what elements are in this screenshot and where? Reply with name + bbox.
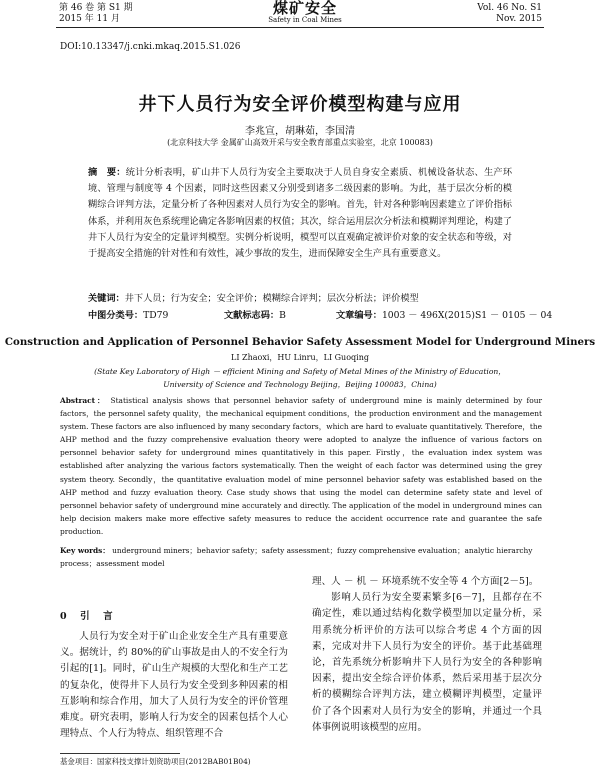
doc-code-value: B: [279, 310, 286, 321]
clc-value: TD79: [143, 310, 169, 321]
abstract-cn: [88, 165, 512, 262]
authors-en: LI Zhaoxi，HU Linru，LI Guoqing: [231, 353, 369, 362]
keywords-cn-label: 关键词：: [88, 293, 125, 304]
header-volume-en: [477, 3, 542, 25]
keywords-cn-text: 井下人员；行为安全；安全评价；模糊综合评判；层次分析法；评价模型: [124, 293, 419, 304]
title-en: Construction and Application of Personnel Behavior Safety Assessment Model for Underground Miners: [4, 336, 596, 348]
funding-note: 基金项目：国家科技支撑计划资助项目(2012BAB01B04): [60, 757, 251, 766]
doc-code-block: [224, 307, 286, 321]
body-paragraph: 人员行为安全对于矿山企业安全生产具有重要意义。据统计，约 80%的矿山事故是由人的不安全行为引起的[1]。同时，矿山生产規模的大型化和生产工艺的复杂化，使得井下人员行为安全受到多种因素的相互影响和综合作用，加大了人员行为安全的评价管理难度。研究表明，影响人行为安全的因素包括个人心理特点、个人行为特点、组织管理不合: [60, 631, 288, 740]
body-paragraph: 影响人员行为安全要素繁多[6－7]，且都存在不确定性，难以通过结构化数学模型加以定量分析，采用系统分析评价的方法可以综合考虑 4 个方面的因素，完成对井下人员行为安全的评价。基于此基础理论，首先系统分析影响井下人员行为安全的各种影响因素，提出安全综合评价体系，然后采用基于层次分析的模糊综合评判方法，建立模糊评判模型，定量评价了各个因素对人员行为安全的影响，并通过一个具体事例说明该模型的应用。: [312, 592, 542, 733]
affiliation-cn: (北京科技大学 金属矿山高效开采与安全教育部重点实验室，北京 100083): [167, 138, 433, 147]
date-cn: 2015 年 11 月: [59, 14, 120, 24]
journal-masthead: [245, 0, 365, 24]
abstract-cn-label: 摘 要：: [88, 167, 126, 178]
volume-issue-en: Vol. 46 No. S1: [477, 3, 542, 13]
keywords-en-text: underground miners；behavior safety；safety assessment；fuzzy comprehensive evaluation；analytic hierarchy process；assessment model: [60, 546, 533, 568]
footnote-rule: [60, 753, 180, 754]
keywords-en: [60, 544, 542, 570]
authors-cn: 李兆宣，胡琳茹，李国清: [245, 126, 355, 137]
clc-block: [88, 307, 168, 321]
abstract-cn-text: 统计分析表明，矿山井下人员行为安全主要取决于人员自身安全素质、机械设备状态、生产环境、管理与制度等 4 个因素，同时这些因素又分别受到诸多二级因素的影响。为此，基于层次分析的模糊综合评判方法，定量分析了各种因素对人员行为安全的影响。首先，针对各种影响因素建立了评价指标体系，并利用灰色系统理论确定各影响因素的权值；其次，综合运用层次分析法和模糊评判理论，构建了井下人员行为安全的定量评判模型。实例分析说明，模型可以直观确定被评价对象的安全状态和等级，对于提高安全措施的针对性和有效性，减少事故的发生，进而保障安全生产具有重要意义。: [88, 167, 513, 260]
doi: DOI:10.13347/j.cnki.mkaq.2015.S1.026: [60, 42, 241, 52]
keywords-en-label: Key words：: [60, 546, 110, 555]
article-no-label: 文章编号：: [336, 310, 382, 321]
abstract-en-label: Abstract：: [60, 396, 107, 405]
header-volume-cn: [59, 3, 133, 25]
doc-code-label: 文献标志码：: [224, 310, 280, 321]
body-left-column: [60, 629, 288, 742]
abstract-en-text: Statistical analysis shows that personnel behavior safety of underground mine is mainly determined by four factors，the personnel safety quality，the mechanical equipment conditions，the production environment and the management system. These factors are also influenced by many secondary factors，which are hard to evaluate quantitatively. Therefore，the AHP method and the fuzzy comprehensive evaluation theory were adopted to analyze the influence of various factors on personnel behavior safety for underground mines quantitatively in this paper. Firstly，the evaluation index system was established after analyzing the various factors systematically. Then the weight of each factor was determined using the grey system theory. Secondly，the quantitative evaluation model of mine personnel behavior safety was established based on the AHP method and fuzzy evaluation theory. Case study shows that using the model can determine safety state and level of personnel behavior safety of underground mine accurately and directly. The application of the model in underground mines can help decision makers make more effective safety measures to reduce the accident occurrence rate and guarantee the safe production.: [60, 396, 542, 536]
date-en: Nov. 2015: [496, 14, 542, 24]
section-heading-introduction: 0 引 言: [60, 611, 115, 622]
clc-label: 中图分类号：: [88, 310, 144, 321]
keywords-cn: [88, 290, 512, 304]
header-rule: [56, 27, 544, 28]
affiliation-en: (State Key Laboratory of High － efficient Mining and Safety of Metal Mines of the Ministry of Education，University of Science and Technology Beijing，Beijing 100083，China): [94, 367, 506, 389]
body-right-column: [312, 574, 542, 736]
journal-name-cn: 煤矿安全: [272, 0, 337, 17]
title-cn: 井下人员行为安全评价模型构建与应用: [138, 94, 462, 115]
journal-name-en: Safety in Coal Mines: [268, 16, 342, 24]
article-no-block: [336, 307, 552, 321]
abstract-en: [60, 394, 542, 538]
article-no-value: 1003 － 496X(2015)S1 － 0105 － 04: [381, 310, 553, 321]
body-continuation: 理、人 － 机 － 环境系统不安全等 4 个方面[2－5]。: [312, 576, 539, 587]
volume-issue-cn: 第 46 卷 第 S1 期: [59, 3, 133, 13]
